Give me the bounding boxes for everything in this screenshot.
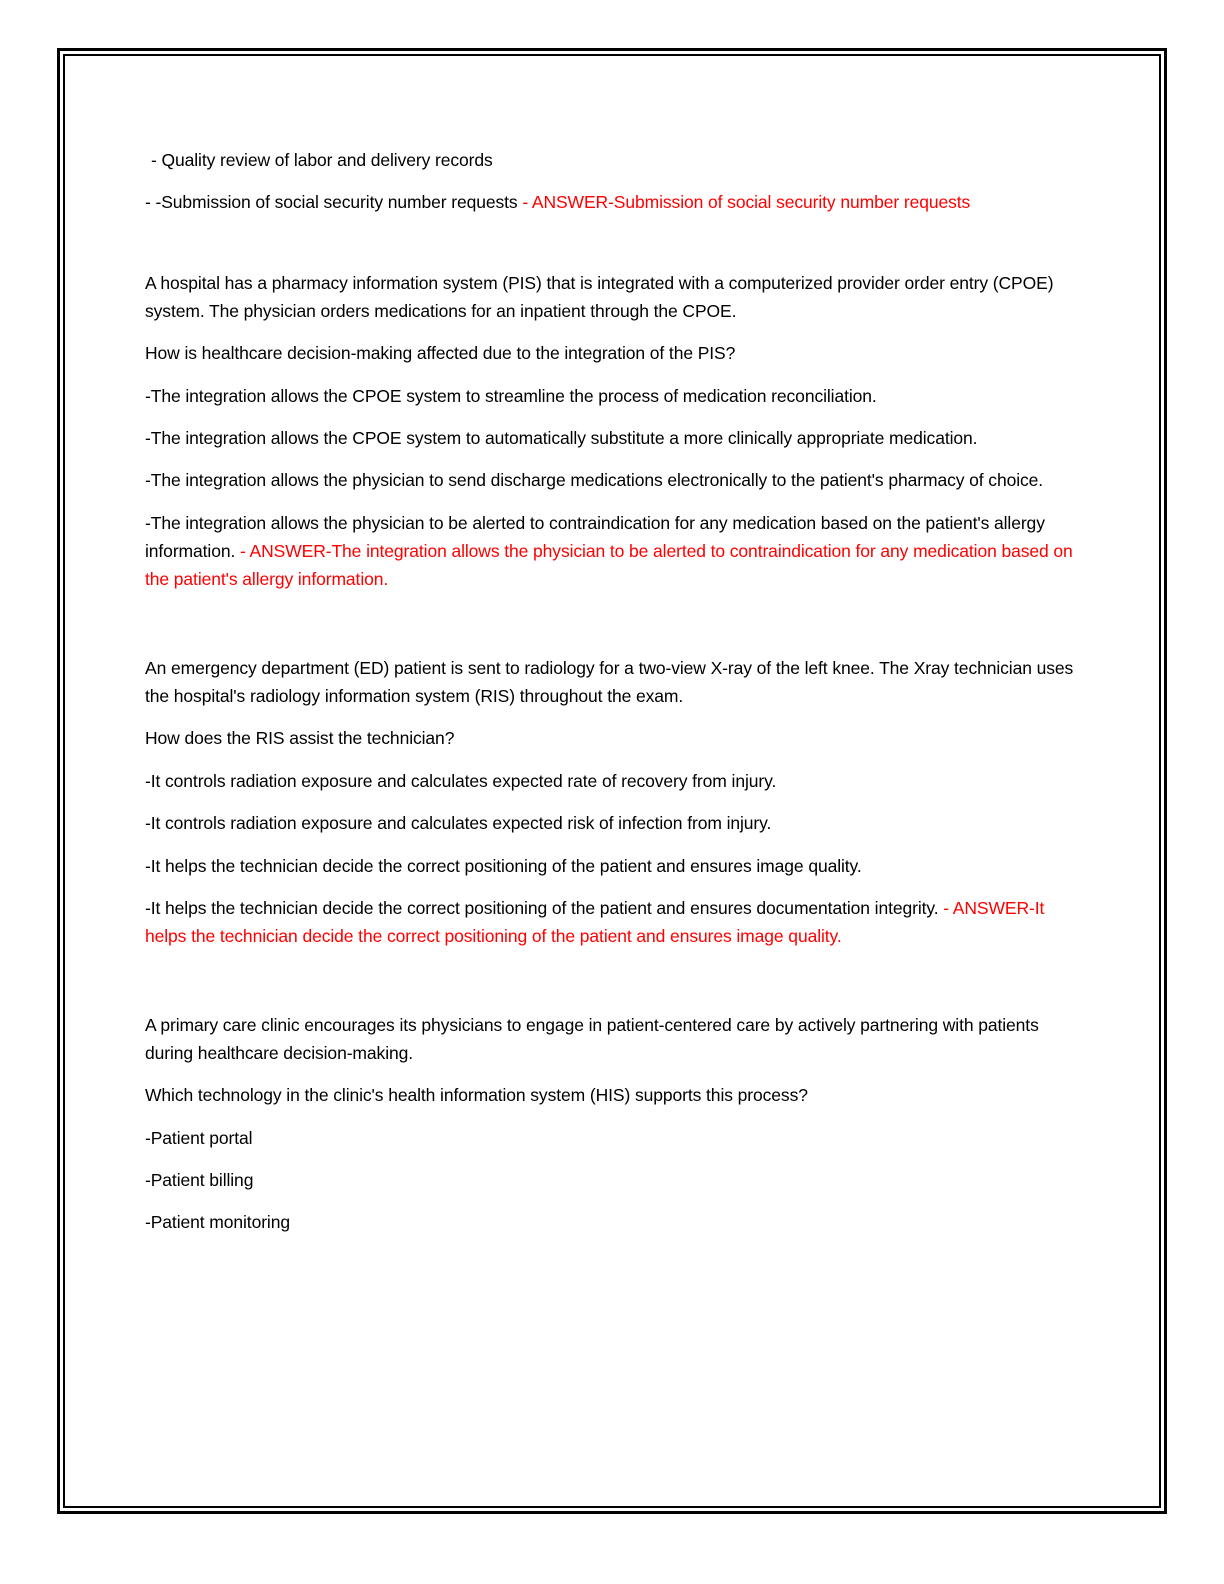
spacer	[145, 231, 1075, 269]
question-prompt-text: How is healthcare decision-making affected due to the integration of the PIS?	[145, 343, 736, 364]
question-stem	[145, 654, 1075, 711]
answer-option	[145, 809, 1075, 837]
page-border-inner	[63, 54, 1161, 1508]
answer-option-text: -The integration allows the physician to send discharge medications electronically to the patient's pharmacy of choice.	[145, 470, 1044, 491]
answer-option	[145, 466, 1075, 494]
answer-option	[145, 424, 1075, 452]
answer-text: - ANSWER-It helps the technician decide the correct positioning of the patient and ensures image quality.	[145, 897, 1045, 947]
list-item-text: - Quality review of labor and delivery records	[151, 150, 493, 170]
answer-text: - ANSWER-Submission of social security number requests	[522, 192, 971, 213]
answer-option-text: -It helps the technician decide the correct positioning of the patient and ensures image quality.	[145, 855, 862, 876]
question-prompt	[145, 339, 1075, 367]
answer-option-text: -Patient portal	[145, 1127, 253, 1148]
question-prompt-text: How does the RIS assist the technician?	[145, 728, 455, 749]
answer-option-text: -Patient billing	[145, 1169, 254, 1190]
spacer	[145, 608, 1075, 654]
question-prompt-text: Which technology in the clinic's health information system (HIS) supports this process?	[145, 1085, 808, 1106]
answer-option	[145, 767, 1075, 795]
answer-option-text: -The integration allows the physician to be alerted to contraindication for any medication based on the patient's allergy information.	[145, 512, 1045, 562]
answer-text: - ANSWER-The integration allows the physician to be alerted to contraindication for any medication based on the patient's allergy information.	[145, 541, 1073, 590]
list-item	[145, 146, 1075, 174]
answer-option	[145, 1124, 1075, 1152]
answer-option-text: -It controls radiation exposure and calculates expected rate of recovery from injury.	[145, 770, 777, 791]
answer-option-text: -Patient monitoring	[145, 1212, 290, 1233]
question-stem	[145, 1011, 1075, 1068]
question-stem-text: An emergency department (ED) patient is sent to radiology for a two-view X-ray of the left knee. The Xray technician uses the hospital's radiology information system (RIS) throughout the exam.	[145, 657, 1074, 707]
answer-option-text: -The integration allows the CPOE system to streamline the process of medication reconciliation.	[145, 385, 877, 406]
document-body	[145, 146, 1075, 1251]
answer-option	[145, 1208, 1075, 1236]
question-prompt	[145, 1081, 1075, 1109]
answer-option-text: -It controls radiation exposure and calculates expected risk of infection from injury.	[145, 813, 772, 834]
question-stem	[145, 269, 1075, 326]
answer-option	[145, 852, 1075, 880]
answer-option-text: -The integration allows the CPOE system to automatically substitute a more clinically appropriate medication.	[145, 428, 978, 449]
answer-option	[145, 1166, 1075, 1194]
page-border	[57, 48, 1167, 1514]
answer-option-correct	[145, 894, 1075, 951]
question-stem-text: A hospital has a pharmacy information system (PIS) that is integrated with a computerized provider order entry (CPOE) system. The physician orders medications for an inpatient through the CPOE.	[145, 272, 1054, 322]
question-stem-text: A primary care clinic encourages its physicians to engage in patient-centered care by actively partnering with patients during healthcare decision-making.	[145, 1014, 1039, 1063]
list-item	[145, 188, 1075, 216]
spacer	[145, 965, 1075, 1011]
question-prompt	[145, 724, 1075, 752]
answer-option-text: -It helps the technician decide the correct positioning of the patient and ensures documentation integrity.	[145, 897, 944, 918]
answer-option	[145, 382, 1075, 410]
list-item-text: - -Submission of social security number requests	[145, 192, 523, 213]
answer-option-correct	[145, 509, 1075, 594]
